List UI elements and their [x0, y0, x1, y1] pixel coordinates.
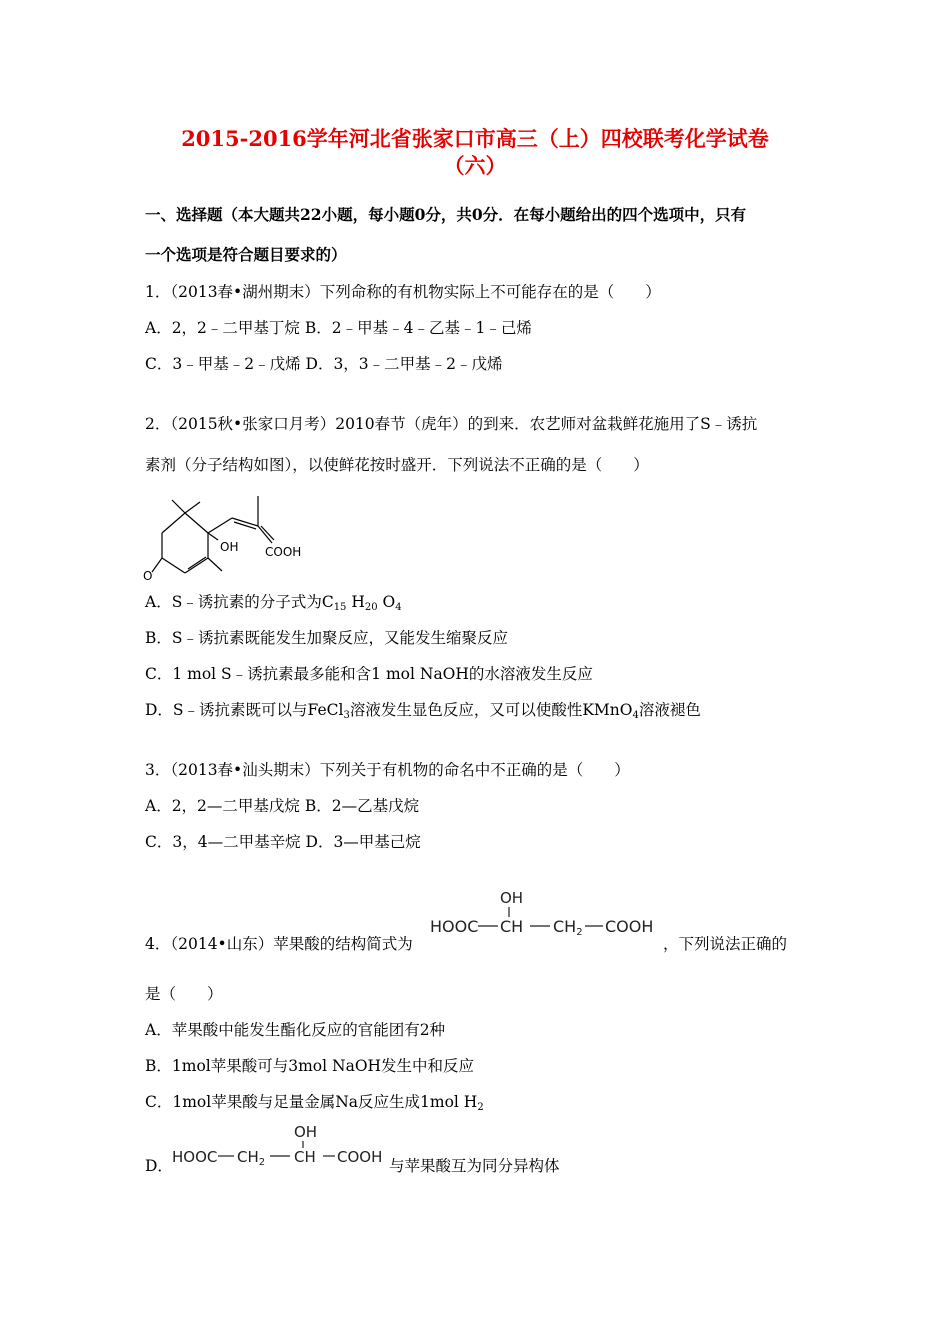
section-heading-line2: 一个选项是符合题目要求的）: [145, 245, 347, 264]
q4-option-a: A．苹果酸中能发生酯化反应的官能团有2种: [145, 1021, 446, 1039]
fig-oh-label: OH: [220, 540, 239, 554]
isomer-formula: [170, 1120, 390, 1172]
formula2-ch2: $CH_2$: [237, 1148, 266, 1168]
s-abscisic-acid-structure: [140, 488, 340, 586]
q4-option-d-text: 与苹果酸互为同分异构体: [389, 1157, 560, 1175]
q4-stem-post: ，下列说法正确的: [663, 935, 788, 953]
formula2-oh: OH: [294, 1123, 318, 1141]
q1-stem: 1．（2013春•湖州期末）下列命称的有机物实际上不可能存在的是（ ）: [145, 283, 661, 301]
q2-stem-line1: 2．（2015秋•张家口月考）2010春节（虎年）的到来．农艺师对盆栽鲜花施用了S﹣诱抗: [145, 415, 758, 433]
q3-options-ab: A．2，2—二甲基戊烷 B．2—乙基戊烷: [145, 797, 420, 815]
q1-options-cd: C．3﹣甲基﹣2﹣戊烯 D．3，3﹣二甲基﹣2﹣戊烯: [145, 355, 503, 373]
formula2-left: HOOC: [172, 1148, 218, 1166]
section-heading-line1: 一、选择题（本大题共22小题，每小题0分，共0分．在每小题给出的四个选项中，只有: [145, 205, 747, 224]
q2-option-d: D．S﹣诱抗素既可以与FeCl$_3$溶液发生显色反应，又可以使酸性KMnO$_4$溶液褪色: [145, 701, 701, 721]
q4-option-d-label: D．: [145, 1157, 173, 1175]
q2-option-c: C．1 mol S﹣诱抗素最多能和含1 mol NaOH的水溶液发生反应: [145, 665, 593, 683]
q4-option-b: B．1mol苹果酸可与3mol NaOH发生中和反应: [145, 1057, 475, 1075]
fig-o-label: O: [143, 569, 153, 583]
exam-title-line2: （六）: [443, 153, 507, 178]
formula1-ch: CH: [500, 917, 524, 936]
q4-option-c: C．1mol苹果酸与足量金属Na反应生成1mol $H_2$: [145, 1093, 484, 1113]
q2-option-b: B．S﹣诱抗素既能发生加聚反应，又能发生缩聚反应: [145, 629, 509, 647]
formula1-ch2: CH2: [553, 917, 583, 938]
q1-options-ab: A．2，2﹣二甲基丁烷 B．2﹣甲基﹣4﹣乙基﹣1﹣己烯: [145, 319, 532, 337]
q2-option-a: A．S﹣诱抗素的分子式为$C_{15}$ $H_{20}$ $O_4$: [145, 593, 402, 613]
exam-title-line1: 2015-2016学年河北省张家口市高三（上）四校联考化学试卷: [181, 126, 769, 151]
q3-stem: 3．（2013春•汕头期末）下列关于有机物的命名中不正确的是（ ）: [145, 761, 630, 779]
q4-stem-pre: 4．（2014•山东）苹果酸的结构简式为: [145, 935, 413, 953]
formula1-oh: OH: [500, 889, 524, 907]
q3-options-cd: C．3，4—二甲基辛烷 D．3—甲基己烷: [145, 833, 421, 851]
formula1-left: HOOC: [430, 917, 479, 936]
malic-acid-formula: [428, 885, 663, 943]
fig-cooh-label: COOH: [265, 545, 302, 559]
formula2-right: COOH: [337, 1148, 383, 1166]
q2-stem-line2: 素剂（分子结构如图），以使鲜花按时盛开．下列说法不正确的是（ ）: [145, 456, 649, 474]
formula2-ch: CH: [294, 1148, 316, 1166]
q4-stem-line2: 是（ ）: [145, 985, 223, 1003]
formula1-right: COOH: [605, 917, 654, 936]
